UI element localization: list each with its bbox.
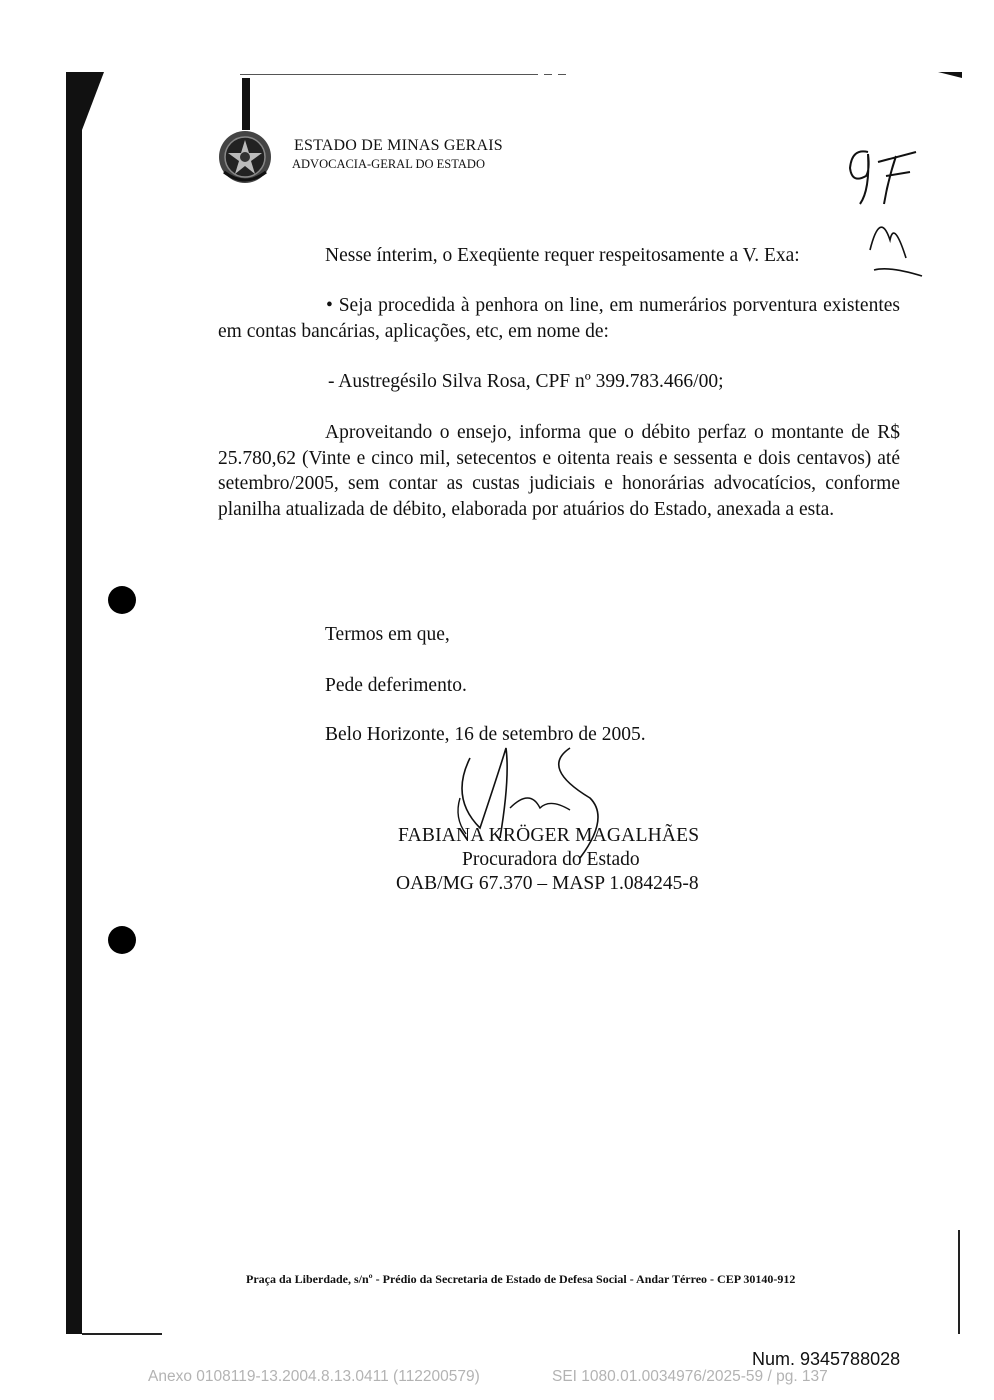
footer-address: Praça da Liberdade, s/nº - Prédio da Secretaria de Estado de Defesa Social - Andar Térreo - CEP 30140-912 [246, 1272, 796, 1286]
header-vertical-mark [242, 78, 250, 130]
request-intro: Nesse ínterim, o Exeqüente requer respeitosamente a V. Exa: [325, 245, 800, 266]
punch-hole-bottom [108, 926, 136, 954]
document-number-stamp: Num. 9345788028 [752, 1349, 901, 1369]
header-agency-name: ADVOCACIA-GERAL DO ESTADO [292, 157, 485, 171]
signatory-name: FABIANA KRÖGER MAGALHÃES [398, 825, 700, 846]
closing-pede: Pede deferimento. [325, 675, 467, 696]
header-top-rule-dashed [530, 74, 570, 75]
bullet-request: • Seja procedida à penhora on line, em numerários porventura existentes em contas bancárias, aplicações, etc, em nome de: [218, 295, 900, 342]
scan-right-line [958, 1230, 960, 1334]
debtor-line: - Austregésilo Silva Rosa, CPF nº 399.783.466/00; [328, 371, 724, 392]
signatory-role: Procuradora do Estado [462, 849, 640, 870]
header-state-name: ESTADO DE MINAS GERAIS [294, 137, 503, 154]
scan-bottom-line [82, 1333, 162, 1335]
handwritten-page-number [830, 140, 940, 290]
scan-left-wedge [82, 72, 104, 130]
debt-paragraph: Aproveitando o ensejo, informa que o débito perfaz o montante de R$ 25.780,62 (Vinte e cinco mil, setecentos e oitenta reais e sessenta e dois centavos) até setembro/2005, sem contar as custas judiciais e honorárias advocatícios, conforme planilha atualizada de débito, elaborada por atuários do Estado, anexada a esta. [218, 422, 900, 520]
signatory-registration: OAB/MG 67.370 – MASP 1.084245-8 [396, 873, 699, 894]
scan-corner-mark [938, 72, 962, 78]
sei-watermark: SEI 1080.01.0034976/2025-59 / pg. 137 [552, 1368, 828, 1385]
annex-watermark: Anexo 0108119-13.2004.8.13.0411 (112200579) [148, 1368, 480, 1385]
scan-left-edge [66, 72, 82, 1334]
coat-of-arms-icon [216, 128, 274, 186]
closing-date: Belo Horizonte, 16 de setembro de 2005. [325, 724, 646, 745]
closing-termos: Termos em que, [325, 624, 450, 645]
header-top-rule [240, 74, 530, 75]
punch-hole-top [108, 586, 136, 614]
